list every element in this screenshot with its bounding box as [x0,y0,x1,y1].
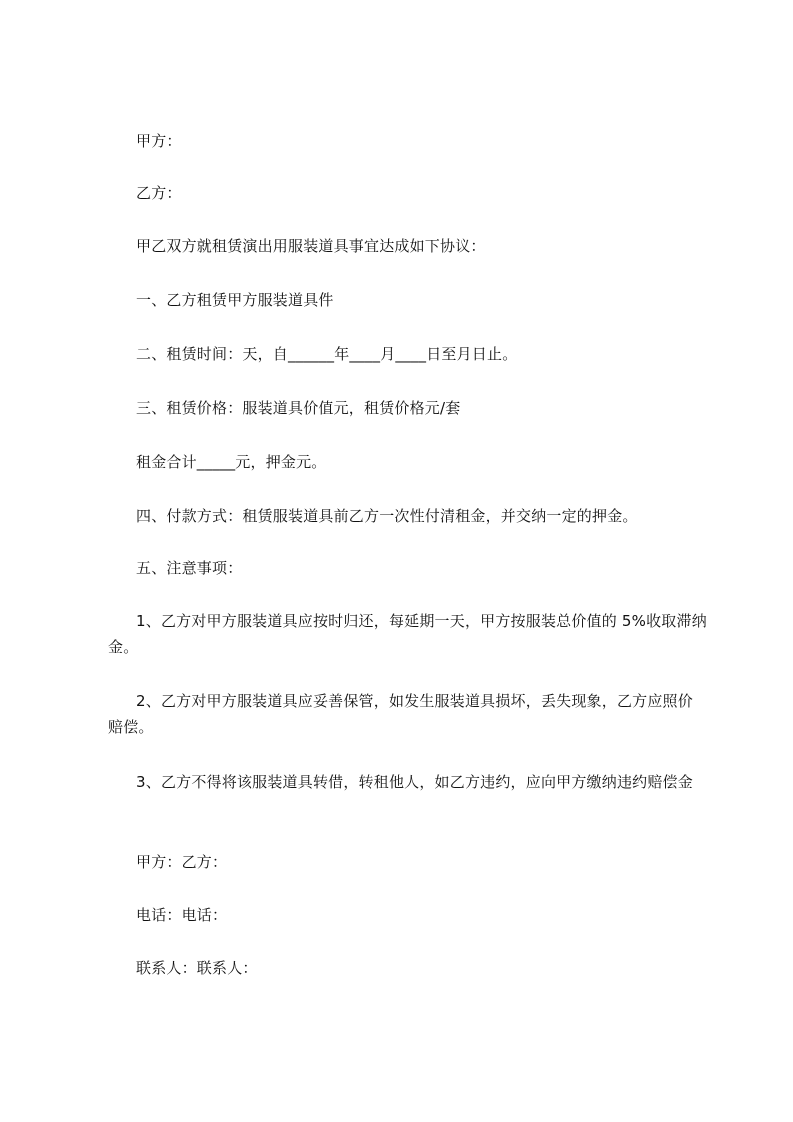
party-a-line: 甲方： [136,132,182,150]
clause-4: 四、付款方式：租赁服装道具前乙方一次性付清租金，并交纳一定的押金。 [136,507,638,525]
clause-2: 二、租赁时间：天，自______年____月____日至月日止。 [136,345,518,363]
intro-text: 甲乙双方就租赁演出用服装道具事宜达成如下协议： [136,237,486,255]
note-3: 3、乙方不得将该服装道具转借，转租他人，如乙方违约，应向甲方缴纳违约赔偿金 [136,773,693,791]
note-1: 1、乙方对甲方服装道具应按时归还，每延期一天，甲方按服装总价值的 5%收取滞纳金。 [108,612,707,656]
clause-5: 五、注意事项： [136,559,243,577]
rent-total: 租金合计_____元，押金元。 [136,453,327,471]
signature-phone: 电话：电话： [136,906,228,924]
signature-parties: 甲方：乙方： [136,853,228,871]
party-b-line: 乙方： [136,184,182,202]
note-2: 2、乙方对甲方服装道具应妥善保管，如发生服装道具损坏，丢失现象，乙方应照价赔偿。 [108,692,693,736]
signature-contact: 联系人：联系人： [136,959,258,977]
clause-1: 一、乙方租赁甲方服装道具件 [136,291,334,309]
clause-3: 三、租赁价格：服装道具价值元，租赁价格元/套 [136,399,461,417]
